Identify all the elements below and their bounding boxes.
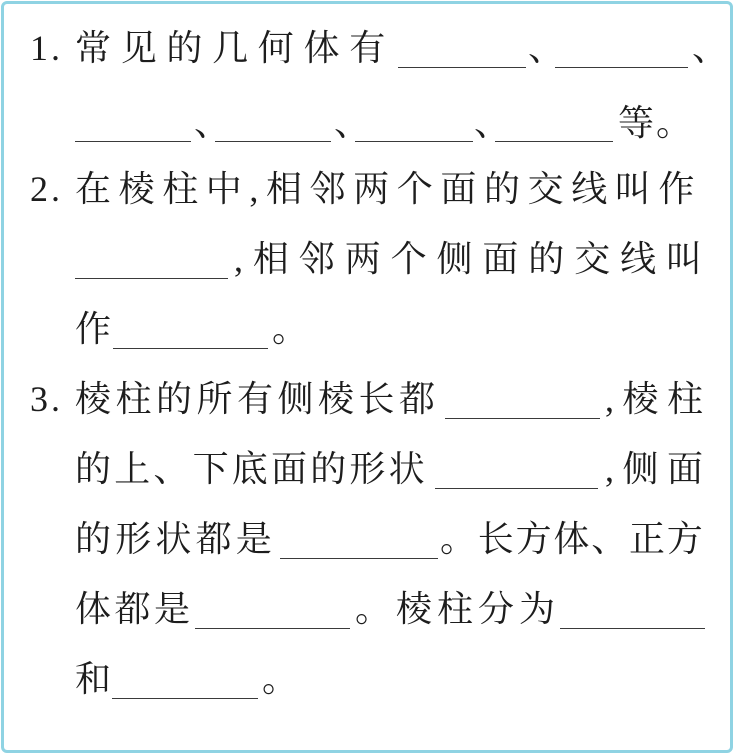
question-text: 和 — [75, 659, 112, 699]
question-text: 的形状都是 — [75, 519, 277, 559]
question-number: 3. — [30, 379, 63, 419]
question-text: 。 — [272, 309, 309, 349]
enumeration-comma: 、 — [474, 103, 511, 143]
question-text: 作 — [75, 309, 112, 349]
question-text: ,相邻两个侧面的交线叫 — [234, 239, 712, 279]
answer-blank — [435, 488, 598, 489]
answer-blank — [195, 628, 350, 629]
question-text: 棱柱的所有侧棱长都 — [75, 379, 440, 419]
answer-blank — [280, 558, 438, 559]
question-number: 1. — [30, 28, 63, 68]
answer-blank — [112, 698, 258, 699]
question-text: 。 — [262, 659, 299, 699]
question-text: 的上、下底面的形状 — [75, 449, 428, 489]
question-text: ,棱柱 — [605, 379, 712, 419]
question-text: 常见的几何体有 — [75, 28, 395, 68]
question-text: 。长方体、正方 — [440, 519, 705, 559]
question-text: ,侧面 — [605, 449, 712, 489]
question-text: 体都是 — [75, 589, 194, 629]
question-number: 2. — [30, 169, 63, 209]
answer-blank — [560, 628, 705, 629]
enumeration-comma: 、 — [334, 103, 371, 143]
question-text: 。棱柱分为 — [355, 589, 561, 629]
question-text: 等。 — [618, 103, 695, 143]
enumeration-comma: 、 — [692, 28, 729, 68]
answer-blank — [445, 418, 600, 419]
enumeration-comma: 、 — [194, 103, 231, 143]
enumeration-comma: 、 — [528, 28, 565, 68]
question-text: 在棱柱中,相邻两个面的交线叫作 — [75, 169, 703, 209]
